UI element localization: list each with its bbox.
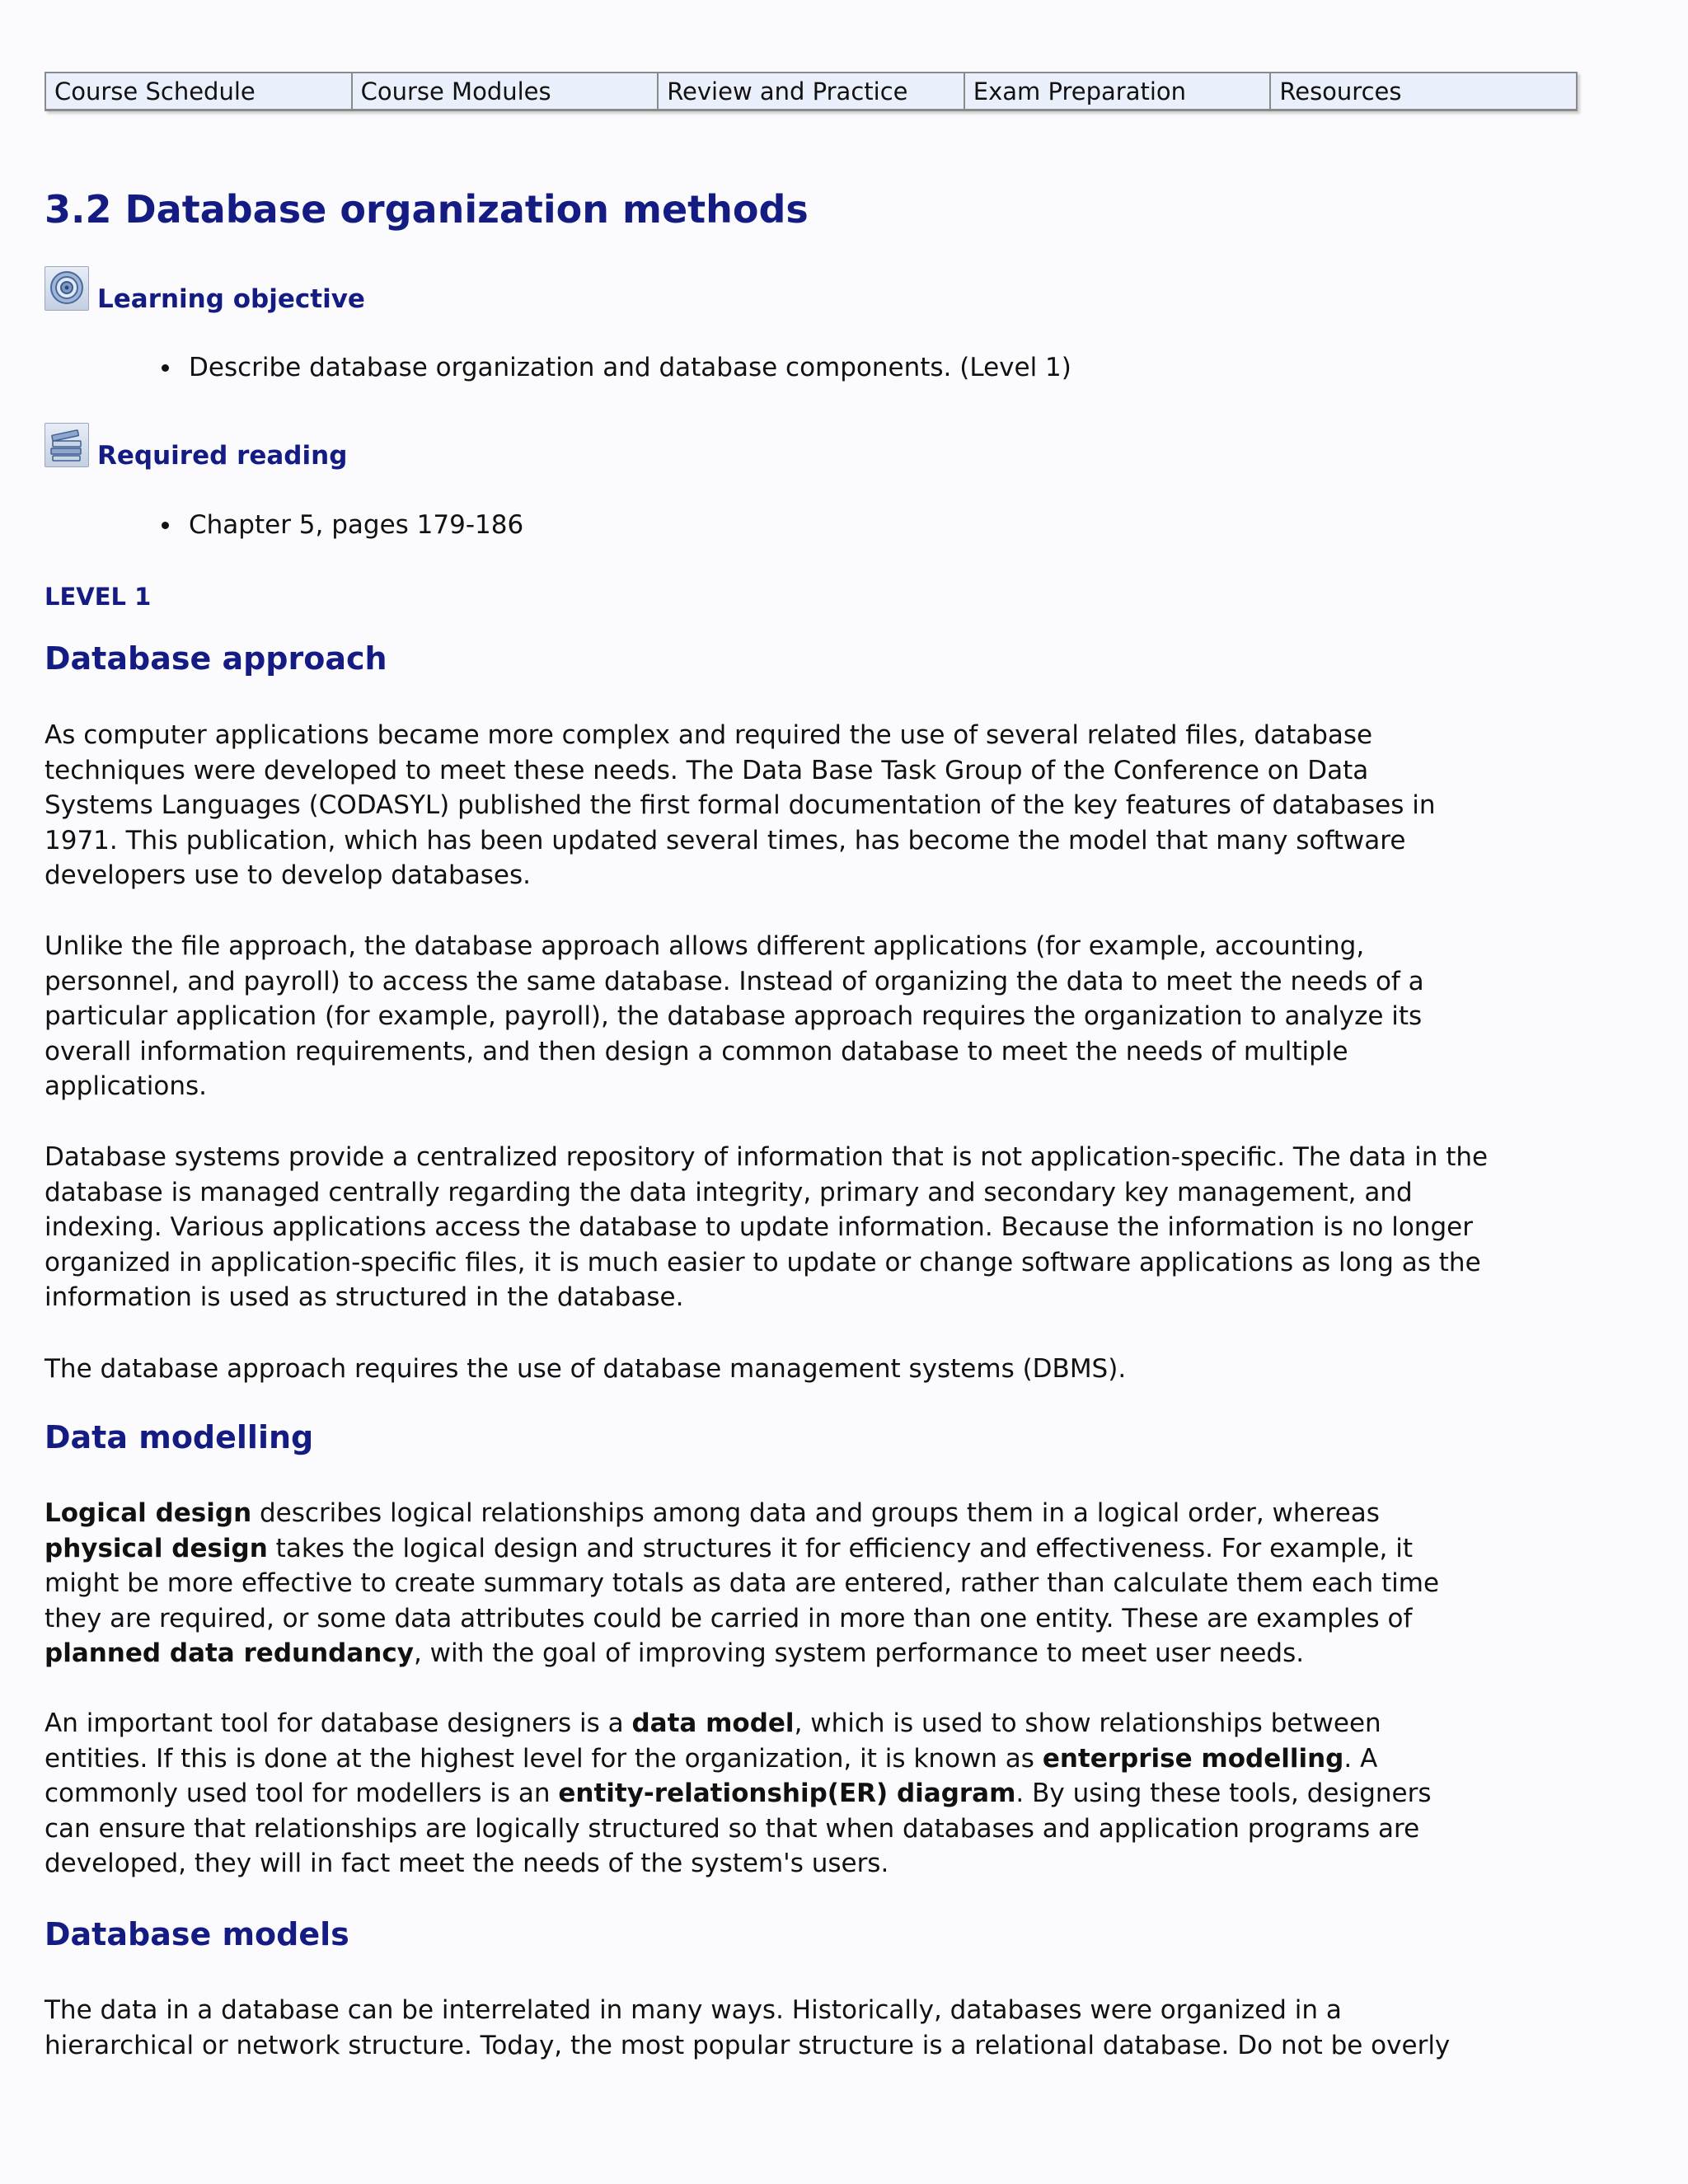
heading-database-approach: Database approach	[45, 640, 387, 677]
text-line	[45, 1741, 1396, 1777]
text-line: overall information requirements, and then design a common database to meet the needs of multiple	[45, 1036, 1348, 1066]
text-line: Database systems provide a centralized repository of information that is not application-specific. The data in the	[45, 1142, 1489, 1172]
text-line: might be more effective to create summary totals as data are entered, rather than calculate them each time	[45, 1568, 1440, 1598]
text-line: they are required, or some data attributes could be carried in more than one entity. These are examples of	[45, 1603, 1413, 1633]
paragraph-database-approach-3	[45, 1140, 1489, 1315]
text-line: database is managed centrally regarding the data integrity, primary and secondary key management, and	[45, 1177, 1413, 1207]
text-line: techniques were developed to meet these needs. The Data Base Task Group of the Conference on Data	[45, 755, 1369, 785]
bold-term: Logical design	[45, 1498, 252, 1528]
text-run: . A	[1343, 1743, 1378, 1774]
text-line: personnel, and payroll) to access the same database. Instead of organizing the data to meet the needs of a	[45, 966, 1424, 996]
required-reading-label: Required reading	[97, 441, 348, 471]
text-line	[45, 1776, 1432, 1811]
required-reading-header	[45, 423, 348, 471]
text-run: describes logical relationships among data and groups them in a logical order, whereas	[251, 1498, 1380, 1528]
learning-objective-label: Learning objective	[97, 284, 365, 314]
required-reading-bullet: Chapter 5, pages 179-186	[189, 510, 524, 540]
text-run: entities. If this is done at the highest level for the organization, it is known as	[45, 1743, 1043, 1774]
paragraph-database-models-1	[45, 1993, 1451, 2063]
text-run: takes the logical design and structures it for efficiency and effectiveness. For example, it	[267, 1533, 1413, 1563]
text-line: hierarchical or network structure. Today, the most popular structure is a relational database. Do not be overly	[45, 2030, 1451, 2060]
text-run: , with the goal of improving system performance to meet user needs.	[413, 1638, 1305, 1668]
text-line	[45, 1496, 1396, 1531]
learning-objective-header	[45, 266, 365, 314]
paragraph-data-modelling-2	[45, 1706, 1432, 1882]
text-line: The data in a database can be interrelated in many ways. Historically, databases were organized in a	[45, 1995, 1342, 2025]
text-line: organized in application-specific files, it is much easier to update or change software applications as long as the	[45, 1247, 1481, 1277]
bold-term: enterprise modelling	[1042, 1743, 1344, 1774]
nav-course-modules[interactable]: Course Modules	[351, 73, 658, 109]
text-run: commonly used tool for modellers is an	[45, 1779, 559, 1808]
bold-term: planned data redundancy	[45, 1638, 414, 1668]
nav-exam-preparation[interactable]: Exam Preparation	[964, 73, 1270, 109]
text-line: Systems Languages (CODASYL) published the first formal documentation of the key features of databases in	[45, 790, 1436, 820]
heading-data-modelling: Data modelling	[45, 1419, 314, 1455]
text-run: An important tool for database designers is a	[45, 1708, 632, 1738]
level-label: LEVEL 1	[45, 583, 152, 611]
text-line: developed, they will in fact meet the needs of the system's users.	[45, 1849, 889, 1878]
learning-objective-bullet: Describe database organization and database components. (Level 1)	[189, 353, 1071, 382]
text-run: , which is used to show relationships between	[794, 1708, 1381, 1738]
text-line	[45, 1531, 1413, 1567]
paragraph-database-approach-2	[45, 929, 1424, 1104]
bold-term: data model	[631, 1708, 795, 1738]
nav-review-and-practice[interactable]: Review and Practice	[657, 73, 964, 109]
text-line: indexing. Various applications access the database to update information. Because the information is no longer	[45, 1212, 1473, 1242]
top-nav	[45, 72, 1578, 111]
bold-term: physical design	[45, 1533, 268, 1563]
text-line: applications.	[45, 1071, 208, 1101]
text-line	[45, 1636, 1396, 1671]
text-line	[45, 1706, 1396, 1741]
text-run: . By using these tools, designers	[1015, 1779, 1432, 1808]
page-title: 3.2 Database organization methods	[45, 187, 809, 232]
text-line: 1971. This publication, which has been updated several times, has become the model that many software	[45, 825, 1406, 855]
text-line: can ensure that relationships are logically structured so that when databases and application programs are	[45, 1813, 1420, 1844]
paragraph-data-modelling-1	[45, 1496, 1440, 1671]
books-icon	[45, 423, 89, 467]
text-line: As computer applications became more complex and required the use of several related files, database	[45, 720, 1373, 750]
text-line: developers use to develop databases.	[45, 860, 531, 890]
paragraph-database-approach-1	[45, 718, 1436, 893]
nav-resources[interactable]: Resources	[1269, 73, 1576, 109]
text-line: The database approach requires the use of database management systems (DBMS).	[45, 1354, 1127, 1384]
nav-course-schedule[interactable]: Course Schedule	[54, 77, 256, 105]
heading-database-models: Database models	[45, 1916, 349, 1952]
text-line: Unlike the file approach, the database approach allows different applications (for example, accounting,	[45, 931, 1365, 961]
text-line: information is used as structured in the database.	[45, 1282, 684, 1312]
paragraph-database-approach-4	[45, 1352, 1396, 1387]
bold-term: entity-relationship(ER) diagram	[558, 1779, 1016, 1808]
text-line: particular application (for example, payroll), the database approach requires the organization to analyze its	[45, 1001, 1423, 1031]
target-icon	[45, 266, 89, 311]
